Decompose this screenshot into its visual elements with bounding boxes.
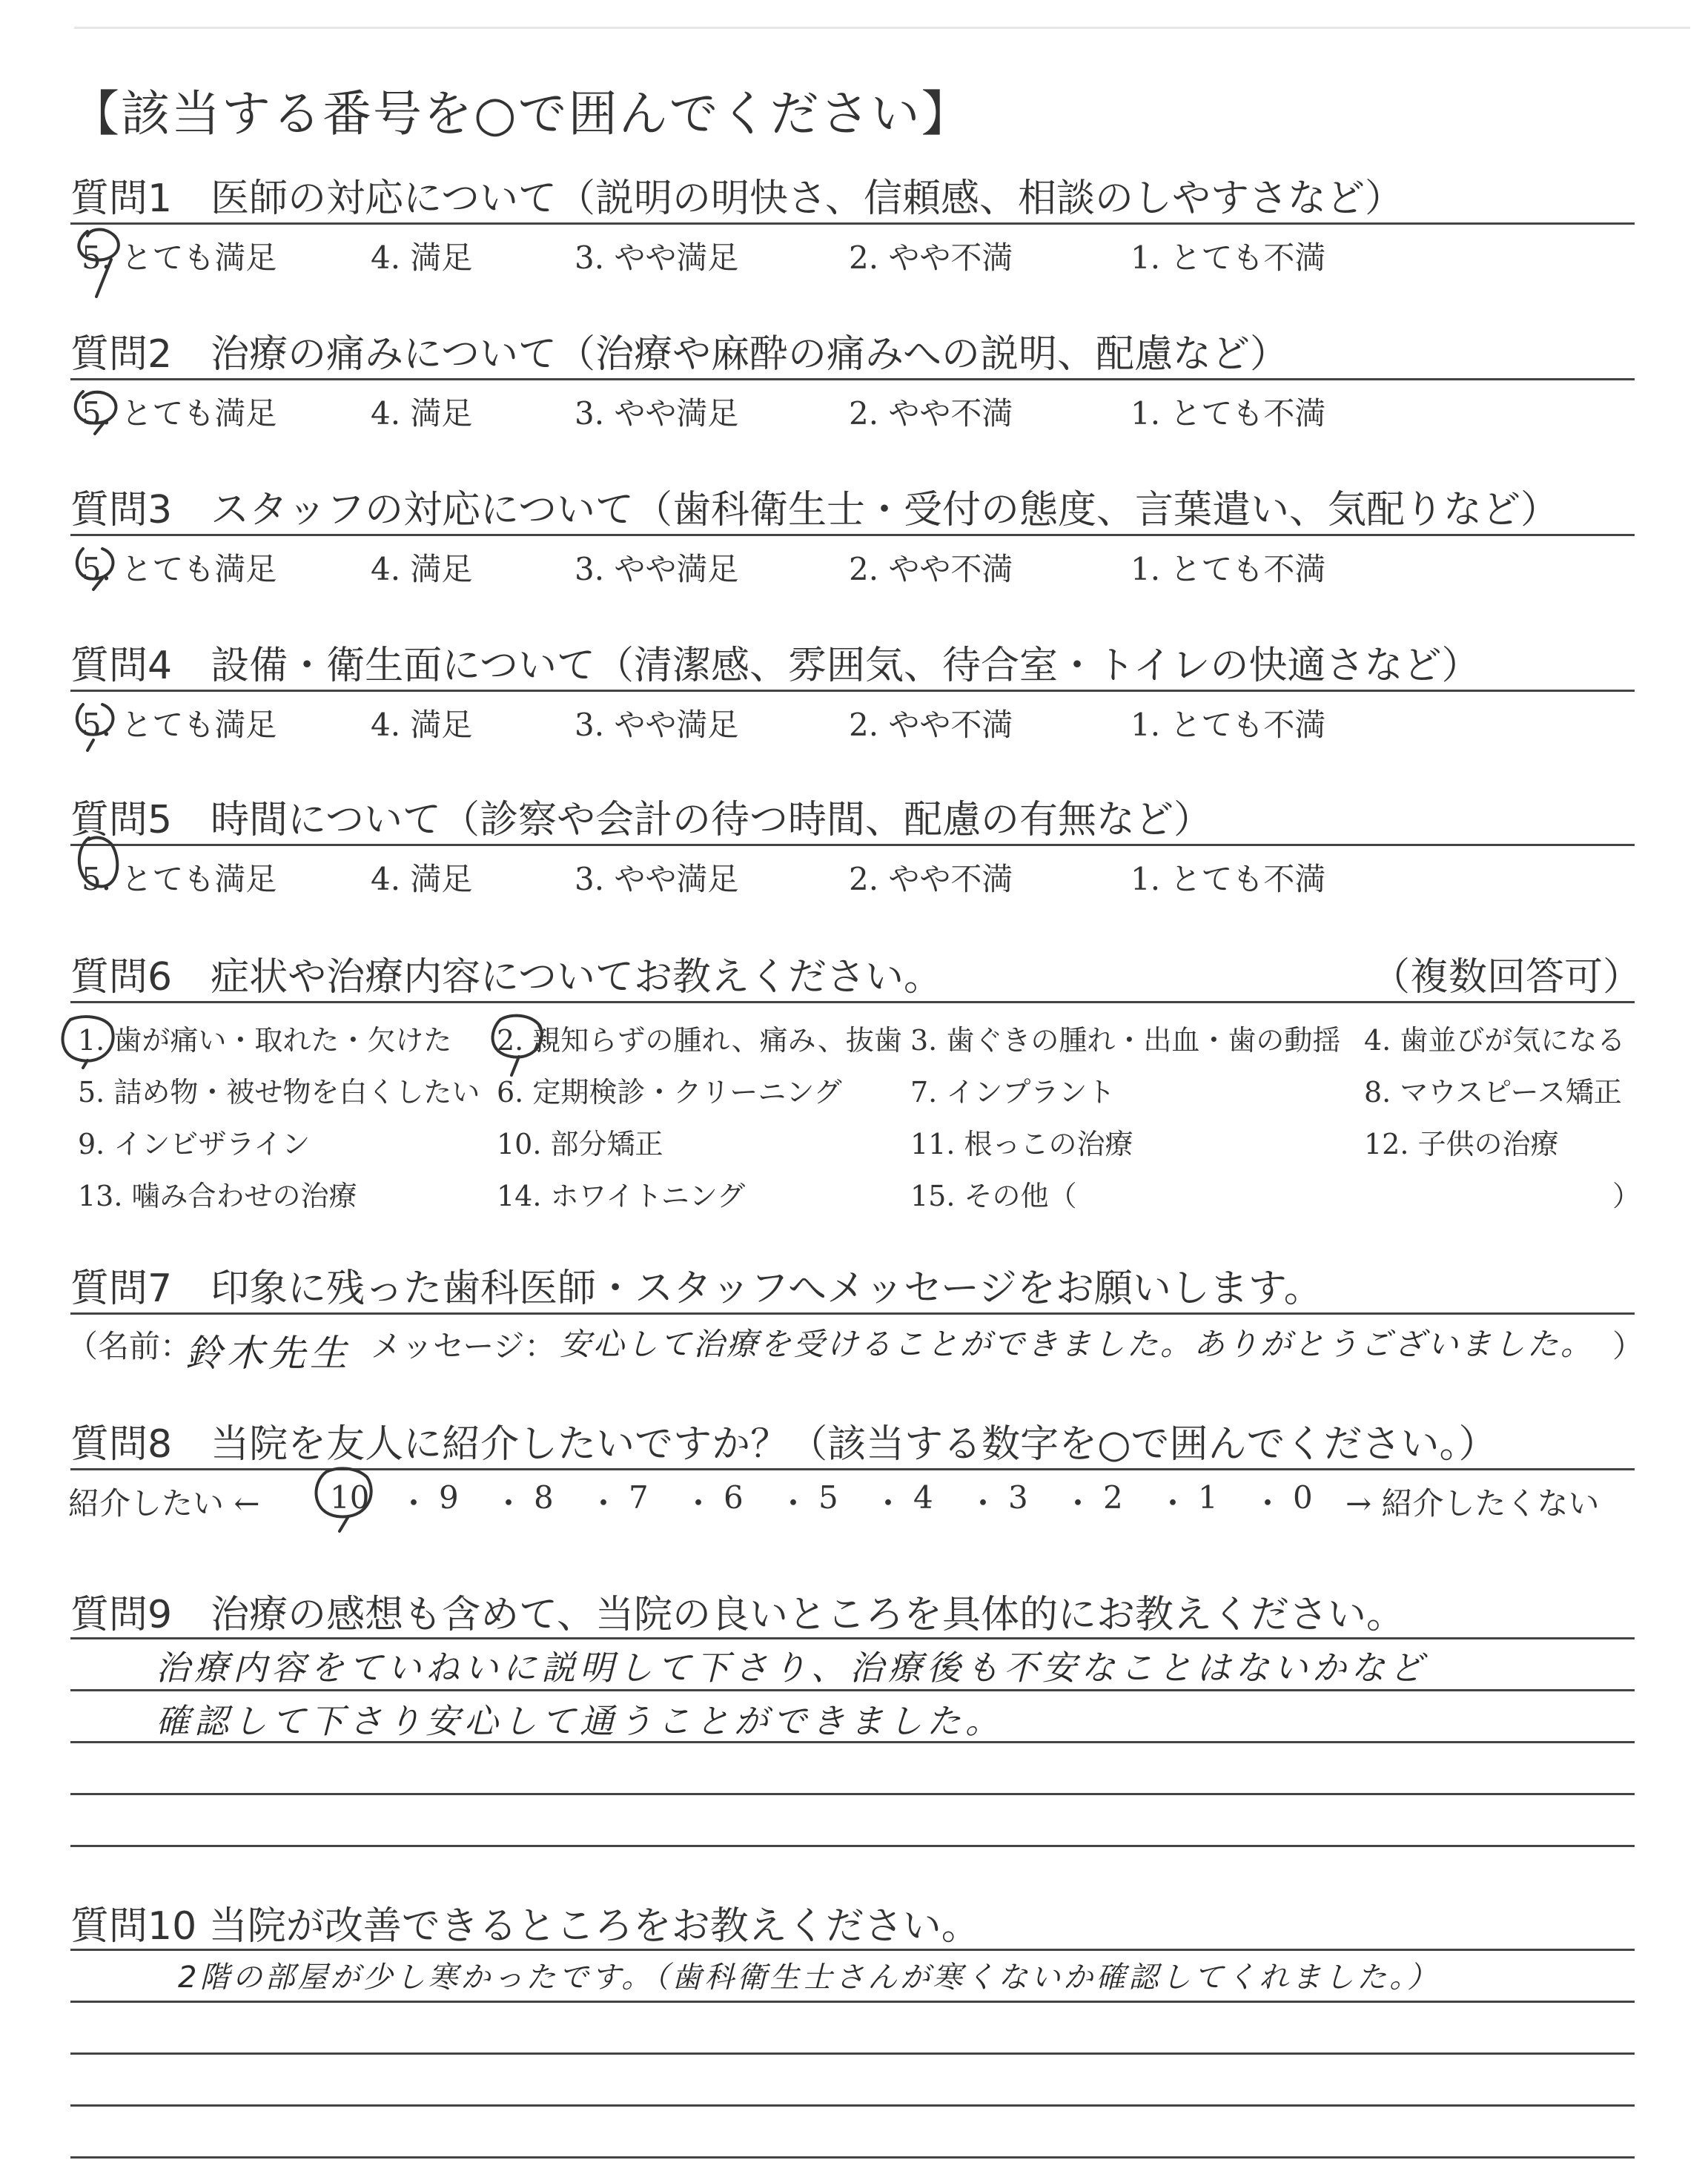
question-9-rule-4 (70, 1793, 1635, 1795)
rating-1[interactable]: 1. とても不満 (1131, 240, 1326, 276)
rating-2[interactable]: 2. やや不満 (849, 707, 1013, 743)
symptom-option-13[interactable]: 13. 噛み合わせの治療 (78, 1180, 357, 1212)
answer-line[interactable]: 確認して下さり安心して通うことができました。 (156, 1701, 1004, 1741)
scale-8[interactable]: 8 (534, 1479, 554, 1516)
rating-3[interactable]: 3. やや満足 (575, 240, 739, 276)
question-2-title: 質問2 治療の痛みについて（治療や麻酔の痛みへの説明、配慮など） (70, 332, 1289, 377)
question-1-rule (70, 222, 1635, 225)
question-5-title: 質問5 時間について（診察や会計の待つ時間、配慮の有無など） (70, 798, 1213, 842)
message-value[interactable]: 安心して治療を受けることができました。ありがとうございました。 (560, 1326, 1595, 1362)
scale-dot: ・ (1252, 1485, 1284, 1522)
scale-dot: ・ (398, 1485, 430, 1522)
question-6-note: （複数回答可） (1371, 955, 1642, 1000)
question-4-rule (70, 690, 1635, 692)
symptom-option-3[interactable]: 3. 歯ぐきの腫れ・出血・歯の動揺 (910, 1024, 1341, 1057)
symptom-option-8[interactable]: 8. マウスピース矯正 (1364, 1076, 1622, 1109)
scale-left-label: 紹介したい ← (68, 1485, 260, 1522)
question-10-title: 質問10 当院が改善できるところをお教えください。 (70, 1904, 980, 1949)
page-heading: 【該当する番号を○で囲んでください】 (70, 85, 972, 142)
symptom-option-10[interactable]: 10. 部分矯正 (497, 1128, 663, 1160)
rating-1[interactable]: 1. とても不満 (1131, 861, 1326, 897)
question-8-title: 質問8 当院を友人に紹介したいですか？（該当する数字を○で囲んでください。） (70, 1422, 1497, 1467)
rating-2[interactable]: 2. やや不満 (849, 551, 1013, 587)
message-label: メッセージ： (371, 1328, 556, 1364)
question-10-rule-4 (70, 2104, 1635, 2107)
question-9-title: 質問9 治療の感想も含めて、当院の良いところを具体的にお教えください。 (70, 1593, 1406, 1637)
symptom-option-11[interactable]: 11. 根っこの治療 (910, 1128, 1133, 1160)
question-6-title: 質問6 症状や治療内容についてお教えください。 (70, 955, 943, 1000)
name-label: （名前： (67, 1328, 192, 1364)
rating-5[interactable]: 5. とても満足 (82, 707, 277, 743)
question-8-rule (70, 1468, 1635, 1470)
rating-1[interactable]: 1. とても不満 (1131, 551, 1326, 587)
answer-line[interactable]: 2階の部屋が少し寒かったです。（歯科衛生士さんが寒くないか確認してくれました。） (178, 1961, 1440, 1995)
question-5-rule (70, 844, 1635, 846)
rating-3[interactable]: 3. やや満足 (575, 551, 739, 587)
rating-4[interactable]: 4. 満足 (371, 551, 473, 587)
symptom-option-9[interactable]: 9. インビザライン (78, 1128, 311, 1160)
rating-5[interactable]: 5. とても満足 (82, 861, 277, 897)
scale-dot: ・ (493, 1485, 525, 1522)
scale-dot: ・ (1157, 1485, 1189, 1522)
question-6-rule (70, 1001, 1635, 1003)
scale-dot: ・ (967, 1485, 999, 1522)
symptom-option-1[interactable]: 1. 歯が痛い・取れた・欠けた (78, 1024, 452, 1057)
scale-5[interactable]: 5 (818, 1479, 838, 1516)
question-10-rule-5 (70, 2156, 1635, 2159)
rating-1[interactable]: 1. とても不満 (1131, 395, 1326, 432)
rating-4[interactable]: 4. 満足 (371, 707, 473, 743)
scale-dot: ・ (683, 1485, 715, 1522)
question-3-title: 質問3 スタッフの対応について（歯科衛生士・受付の態度、言葉遣い、気配りなど） (70, 488, 1560, 532)
rating-2[interactable]: 2. やや不満 (849, 395, 1013, 432)
symptom-option-15-close: ） (1612, 1180, 1641, 1212)
rating-5[interactable]: 5. とても満足 (82, 551, 277, 587)
message-close: ） (1612, 1328, 1644, 1364)
question-3-rule (70, 534, 1635, 536)
question-10-rule-3 (70, 2052, 1635, 2055)
question-1-title: 質問1 医師の対応について（説明の明快さ、信頼感、相談のしやすさなど） (70, 176, 1403, 221)
rating-3[interactable]: 3. やや満足 (575, 861, 739, 897)
scale-0[interactable]: 0 (1293, 1479, 1313, 1516)
rating-5[interactable]: 5. とても満足 (82, 240, 277, 276)
scale-dot: ・ (588, 1485, 620, 1522)
symptom-option-4[interactable]: 4. 歯並びが気になる (1364, 1024, 1626, 1057)
rating-4[interactable]: 4. 満足 (371, 395, 473, 432)
scale-6[interactable]: 6 (724, 1479, 744, 1516)
rating-4[interactable]: 4. 満足 (371, 861, 473, 897)
scale-3[interactable]: 3 (1008, 1479, 1028, 1516)
scale-right-label: → 紹介したくない (1345, 1485, 1600, 1522)
rating-1[interactable]: 1. とても不満 (1131, 707, 1326, 743)
rating-4[interactable]: 4. 満足 (371, 240, 473, 276)
name-value[interactable]: 鈴木先生 (185, 1332, 351, 1375)
rating-2[interactable]: 2. やや不満 (849, 240, 1013, 276)
symptom-option-14[interactable]: 14. ホワイトニング (497, 1180, 746, 1212)
symptom-option-7[interactable]: 7. インプラント (910, 1076, 1116, 1109)
question-4-title: 質問4 設備・衛生面について（清潔感、雰囲気、待合室・トイレの快適さなど） (70, 644, 1480, 688)
scale-7[interactable]: 7 (629, 1479, 649, 1516)
question-10-rule-1 (70, 1949, 1635, 1951)
scale-10[interactable]: 10 (330, 1479, 370, 1516)
rating-2[interactable]: 2. やや不満 (849, 861, 1013, 897)
question-7-rule (70, 1312, 1635, 1315)
scale-dot: ・ (778, 1485, 810, 1522)
scale-2[interactable]: 2 (1103, 1479, 1123, 1516)
question-9-rule-1 (70, 1637, 1635, 1639)
rating-3[interactable]: 3. やや満足 (575, 707, 739, 743)
scale-dot: ・ (1062, 1485, 1094, 1522)
symptom-option-2[interactable]: 2. 親知らずの腫れ、痛み、抜歯 (497, 1024, 902, 1057)
rating-3[interactable]: 3. やや満足 (575, 395, 739, 432)
symptom-option-12[interactable]: 12. 子供の治療 (1364, 1128, 1559, 1160)
scale-dot: ・ (873, 1485, 904, 1522)
symptom-option-15[interactable]: 15. その他（ (910, 1180, 1077, 1212)
answer-line[interactable]: 治療内容をていねいに説明して下さり、治療後も不安なことはないかなど (156, 1648, 1428, 1688)
question-2-rule (70, 378, 1635, 380)
symptom-option-6[interactable]: 6. 定期検診・クリーニング (497, 1076, 842, 1109)
scale-4[interactable]: 4 (913, 1479, 933, 1516)
question-10-rule-2 (70, 2001, 1635, 2003)
rating-5[interactable]: 5. とても満足 (82, 395, 277, 432)
top-border (74, 27, 1690, 29)
scale-1[interactable]: 1 (1198, 1479, 1218, 1516)
symptom-option-5[interactable]: 5. 詰め物・被せ物を白くしたい (78, 1076, 480, 1109)
question-7-title: 質問7 印象に残った歯科医師・スタッフへメッセージをお願いします。 (70, 1266, 1323, 1311)
scale-9[interactable]: 9 (439, 1479, 459, 1516)
question-9-rule-5 (70, 1845, 1635, 1847)
